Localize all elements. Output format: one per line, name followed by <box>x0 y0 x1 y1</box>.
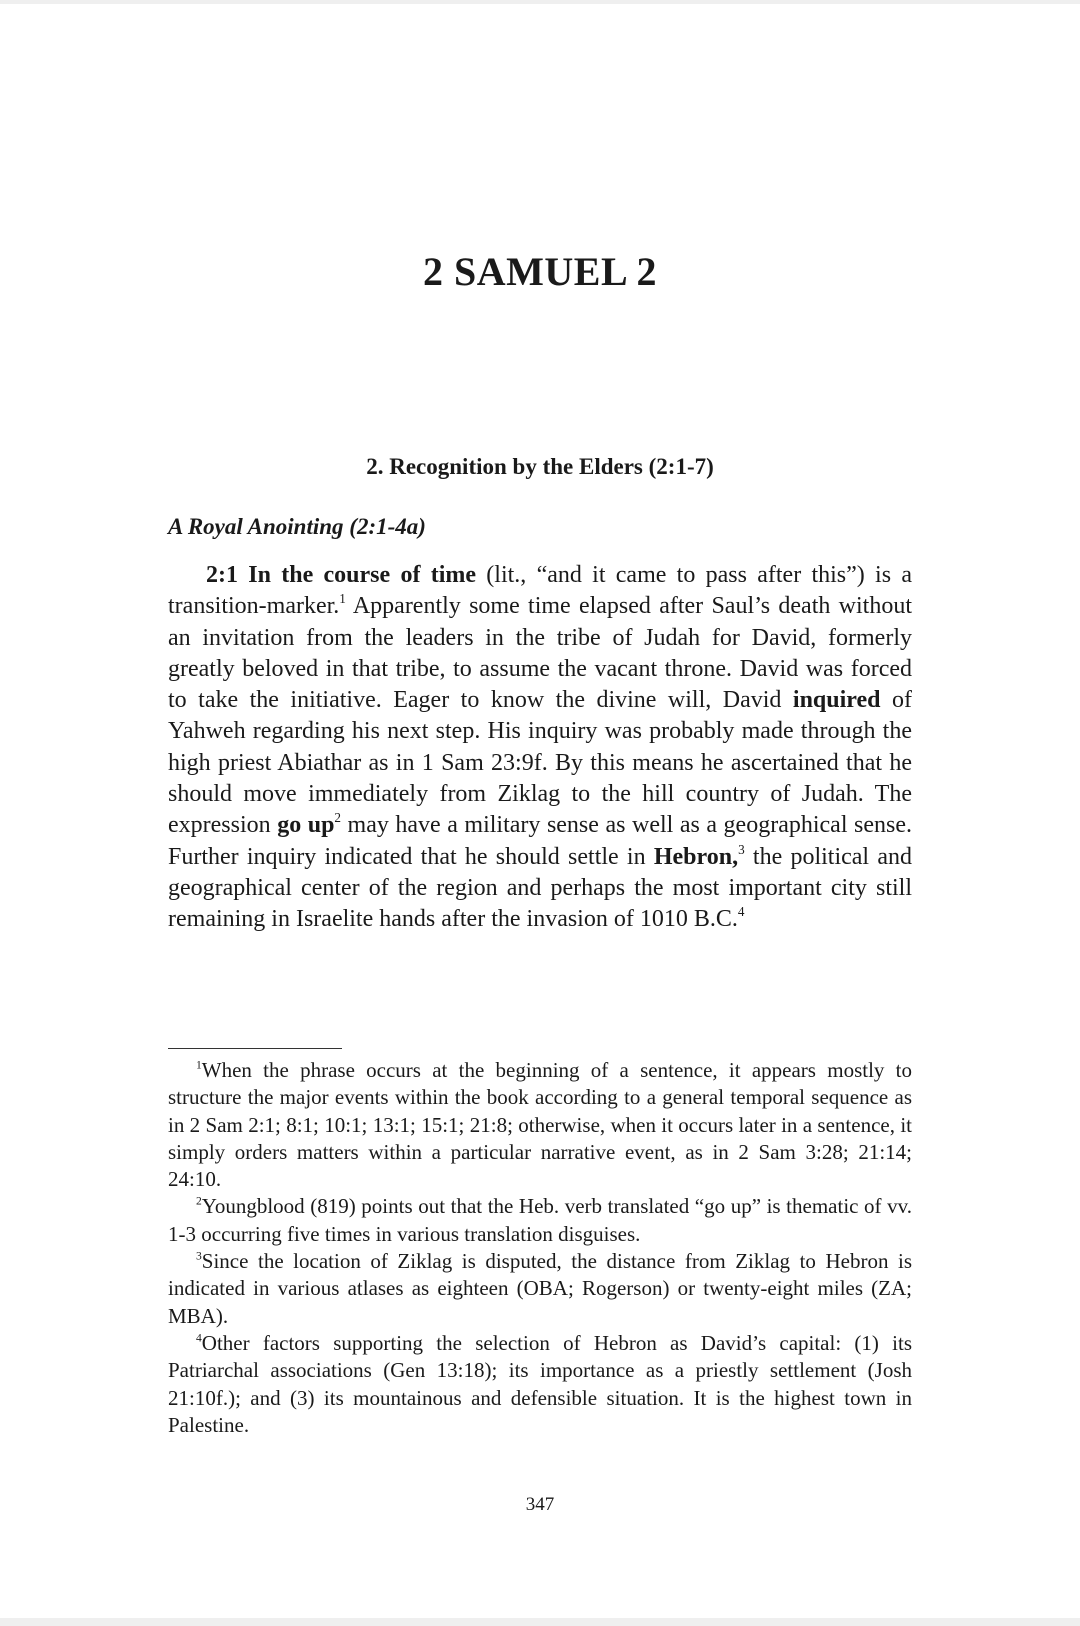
footnote-number: 2 <box>196 1195 202 1208</box>
lemma-phrase: In the course of time <box>248 562 477 588</box>
footnote-marker: 1 <box>339 591 346 607</box>
footnote-text: Youngblood (819) points out that the Heb. verb translated “go up” is thematic of vv. 1-3 occurring five times in various translation disguises. <box>168 1194 912 1246</box>
footnote-marker: 2 <box>334 810 342 826</box>
body-text: may have a military sense as well as a geographical sense. Further inquiry indicated that he should settle in <box>168 812 912 870</box>
footnote-marker: 3 <box>738 841 745 857</box>
page-number: 347 <box>525 1494 555 1515</box>
subsection-heading: A Royal Anointing (2:1-4a) <box>168 514 426 539</box>
chapter-title: 2 SAMUEL 2 <box>423 249 657 294</box>
body-text: of Yahweh regarding his next step. His inquiry was probably made through the high priest Abiathar as in 1 Sam 23:9f. By this means he ascertained that he should move immediately from Ziklag to the hill country of Judah. The expression <box>168 687 912 839</box>
verse-reference: 2:1 <box>206 562 238 588</box>
bold-term: go up <box>277 812 335 839</box>
body-text: the political and geographical center of the region and perhaps the most important city still remaining in Israelite hands after the invasion of 1010 B.C. <box>168 843 912 933</box>
body-paragraph <box>168 560 912 936</box>
footnote-marker: 4 <box>737 904 745 920</box>
footnote <box>168 1248 912 1330</box>
footnote <box>168 1330 912 1439</box>
bold-term: inquired <box>792 687 881 714</box>
book-page <box>0 4 1080 1618</box>
footnote-number: 1 <box>196 1059 202 1072</box>
footnote <box>168 1057 912 1193</box>
footnote-text: When the phrase occurs at the beginning of a sentence, it appears mostly to structure the major events within the book according to a general temporal sequence as in 2 Sam 2:1; 8:1; 10:1; 13:1; 15:1; 21:8; otherwise, when it occurs later in a sentence, it simply orders matters within a particular narrative event, as in 2 Sam 3:28; 21:14; 24:10. <box>168 1058 912 1192</box>
footnote-text: Since the location of Ziklag is disputed, the distance from Ziklag to Hebron is indicated in various atlases as eighteen (OBA; Rogerson) or twenty-eight miles (ZA; MBA). <box>168 1249 912 1328</box>
body-text: Apparently some time elapsed after Saul’s death without an invitation from the leaders in the tribe of Judah for David, formerly greatly beloved in that tribe, to assume the vacant throne. David was forced to take the initiative. Eager to know the divine will, David <box>168 593 912 714</box>
footnotes <box>168 1057 912 1439</box>
footnote-number: 4 <box>196 1332 202 1345</box>
footnote-divider <box>168 1048 342 1049</box>
section-heading: 2. Recognition by the Elders (2:1-7) <box>366 454 714 479</box>
bold-term: Hebron, <box>653 843 739 870</box>
footnote-number: 3 <box>196 1250 202 1263</box>
footnote-text: Other factors supporting the selection of Hebron as David’s capital: (1) its Patriarchal associations (Gen 13:18); its importance as a priestly settlement (Josh 21:10f.); and (3) its mountainous and defensible situation. It is the highest town in Palestine. <box>168 1330 912 1437</box>
footnote <box>168 1193 912 1248</box>
body-text: (lit., “and it came to pass after this”) is a transition-marker. <box>168 562 912 620</box>
